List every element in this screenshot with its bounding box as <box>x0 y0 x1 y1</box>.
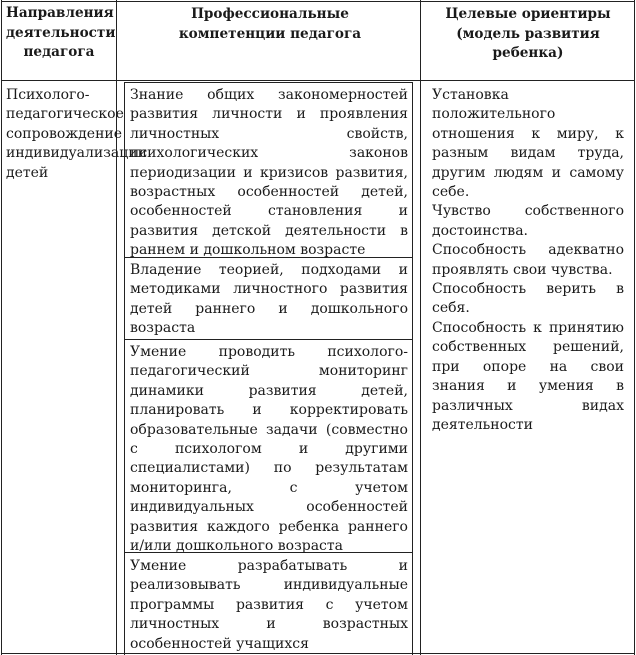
targets-cell <box>432 86 624 435</box>
direction-cell: Психолого-педагогическое сопровождение индивидуализации детей <box>6 87 147 181</box>
table-border-top <box>1 1 635 2</box>
column-divider-1 <box>116 0 117 655</box>
competency-right-rule <box>412 82 413 655</box>
target-item: Чувство собственного достоинства. <box>432 203 624 239</box>
header-targets: Целевые ориентиры (модель развития ребенка) <box>445 6 611 61</box>
competency-item: Умение разрабатывать и реализовывать индивидуальные программы развития с учетом личностных и возрастных особенностей учащихся <box>130 558 408 652</box>
header-divider <box>1 80 635 81</box>
competency-divider-2 <box>124 339 412 340</box>
table-border-right <box>634 0 635 655</box>
competency-item: Умение проводить психолого-педагогический мониторинг динамики развития детей, планировать и корректировать образовательные задачи (совместно с психологом и другими специалистами) по результатам мониторинга, с учетом индивидуальных особенностей развития каждого ребенка раннего и/или дошкольного возраста <box>130 344 408 555</box>
column-divider-2 <box>420 0 421 655</box>
target-item: Способность верить в себя. <box>432 281 624 317</box>
header-direction: Направления деятельности педагога <box>6 5 116 60</box>
table-border-left <box>1 0 2 655</box>
competency-left-rule <box>124 82 125 655</box>
target-item: Способность к принятию собственных решений, при опоре на свои знания и умения в различных видах деятельности <box>432 319 624 433</box>
competency-item: Знание общих закономерностей развития личности и проявления личностных свойств, психологических законов периодизации и кризисов развития, возрастных особенностей детей, особенностей становления и развития детской деятельности в раннем и дошкольном возрасте <box>130 87 408 259</box>
target-item: Способность адекватно проявлять свои чувства. <box>432 242 624 278</box>
competency-item: Владение теорией, подходами и методиками личностного развития детей раннего и дошкольного возраста <box>130 262 408 337</box>
competency-top-rule <box>124 82 412 83</box>
header-competencies: Профессиональные компетенции педагога <box>178 6 362 42</box>
target-item: Установка положительного отношения к миру, к разным видам труда, другим людям и самому себе. <box>432 87 624 201</box>
